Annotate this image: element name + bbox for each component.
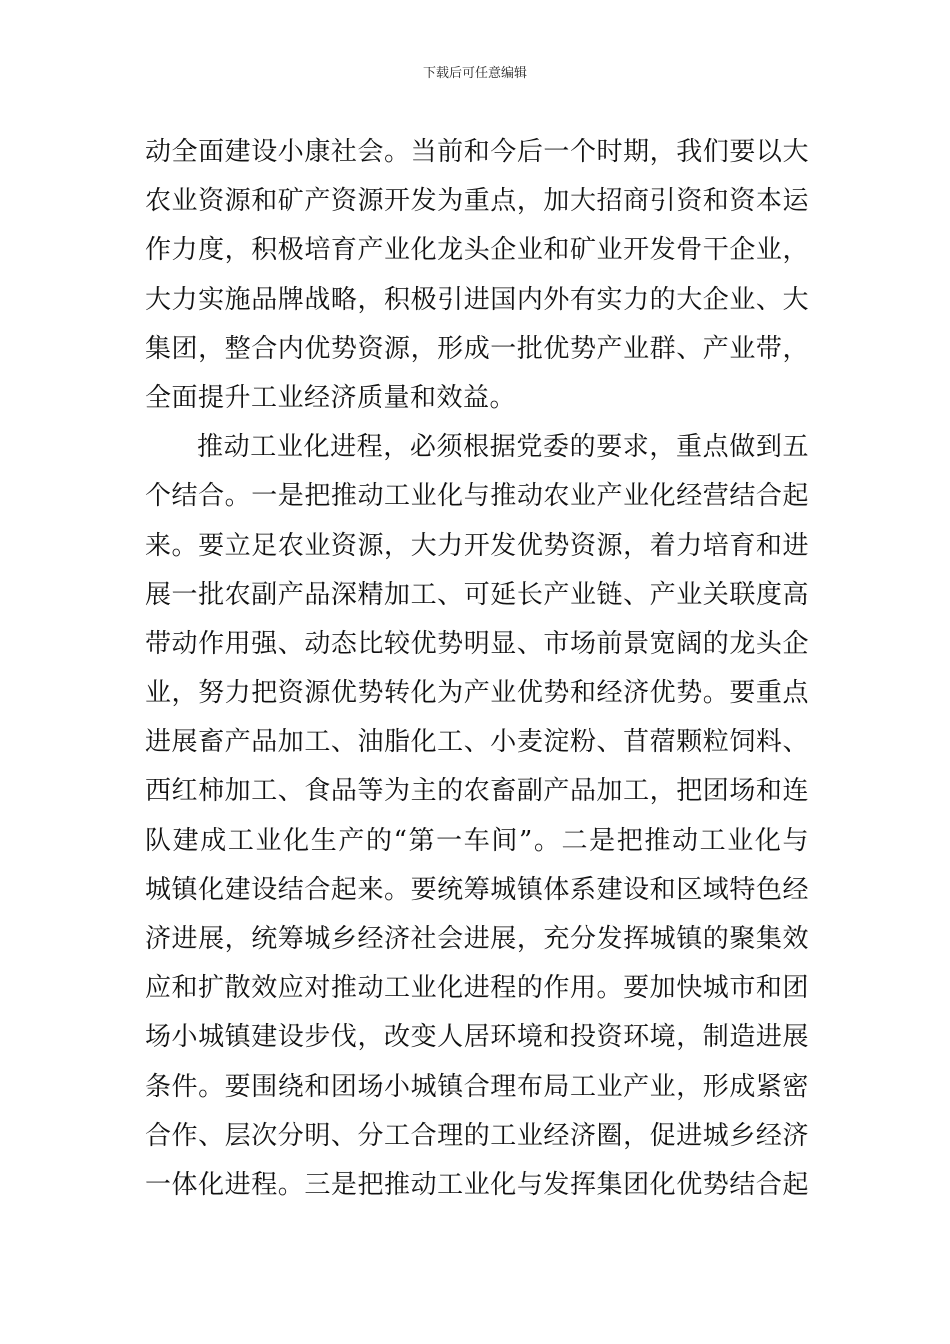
text-line: 一体化进程。三是把推动工业化与发挥集团化优势结合起 [145,1169,809,1200]
page-header: 下载后可任意编辑 [422,66,527,81]
text-line: 农业资源和矿产资源开发为重点，加大招商引资和资本运 [145,186,809,217]
text-line: 集团，整合内优势资源，形成一批优势产业群、产业带， [145,333,809,364]
paragraph [145,423,809,1210]
text-line: 进展畜产品加工、油脂化工、小麦淀粉、苜蓿颗粒饲料、 [145,727,809,758]
text-line: 展一批农副产品深精加工、可延长产业链、产业关联度高 [145,579,809,610]
text-line: 队建成工业化生产的“第一车间”。二是把推动工业化与 [145,825,809,856]
text-line: 带动作用强、动态比较优势明显、市场前景宽阔的龙头企 [145,628,809,659]
text-line: 济进展，统筹城乡经济社会进展，充分发挥城镇的聚集效 [145,924,809,954]
text-line: 业，努力把资源优势转化为产业优势和经济优势。要重点 [145,678,809,709]
paragraph [145,128,809,423]
text-line: 全面提升工业经济质量和效益。 [145,382,517,413]
text-line: 大力实施品牌战略，积极引进国内外有实力的大企业、大 [145,284,809,315]
text-line: 应和扩散效应对推动工业化进程的作用。要加快城市和团 [145,973,809,1004]
text-line: 动全面建设小康社会。当前和今后一个时期，我们要以大 [145,137,809,167]
text-line: 场小城镇建设步伐，改变人居环境和投资环境，制造进展 [145,1022,809,1053]
text-line: 推动工业化进程，必须根据党委的要求，重点做到五 [197,432,809,463]
text-line: 来。要立足农业资源，大力开发优势资源，着力培育和进 [145,530,809,561]
document-body [145,128,809,1210]
text-line: 作力度，积极培育产业化龙头企业和矿业开发骨干企业， [145,235,809,266]
text-line: 条件。要围绕和团场小城镇合理布局工业产业，形成紧密 [145,1071,809,1102]
text-line: 个结合。一是把推动工业化与推动农业产业化经营结合起 [145,481,809,512]
text-line: 合作、层次分明、分工合理的工业经济圈，促进城乡经济 [145,1120,809,1151]
text-line: 西红柿加工、食品等为主的农畜副产品加工，把团场和连 [145,776,809,807]
text-line: 城镇化建设结合起来。要统筹城镇体系建设和区域特色经 [145,874,809,905]
